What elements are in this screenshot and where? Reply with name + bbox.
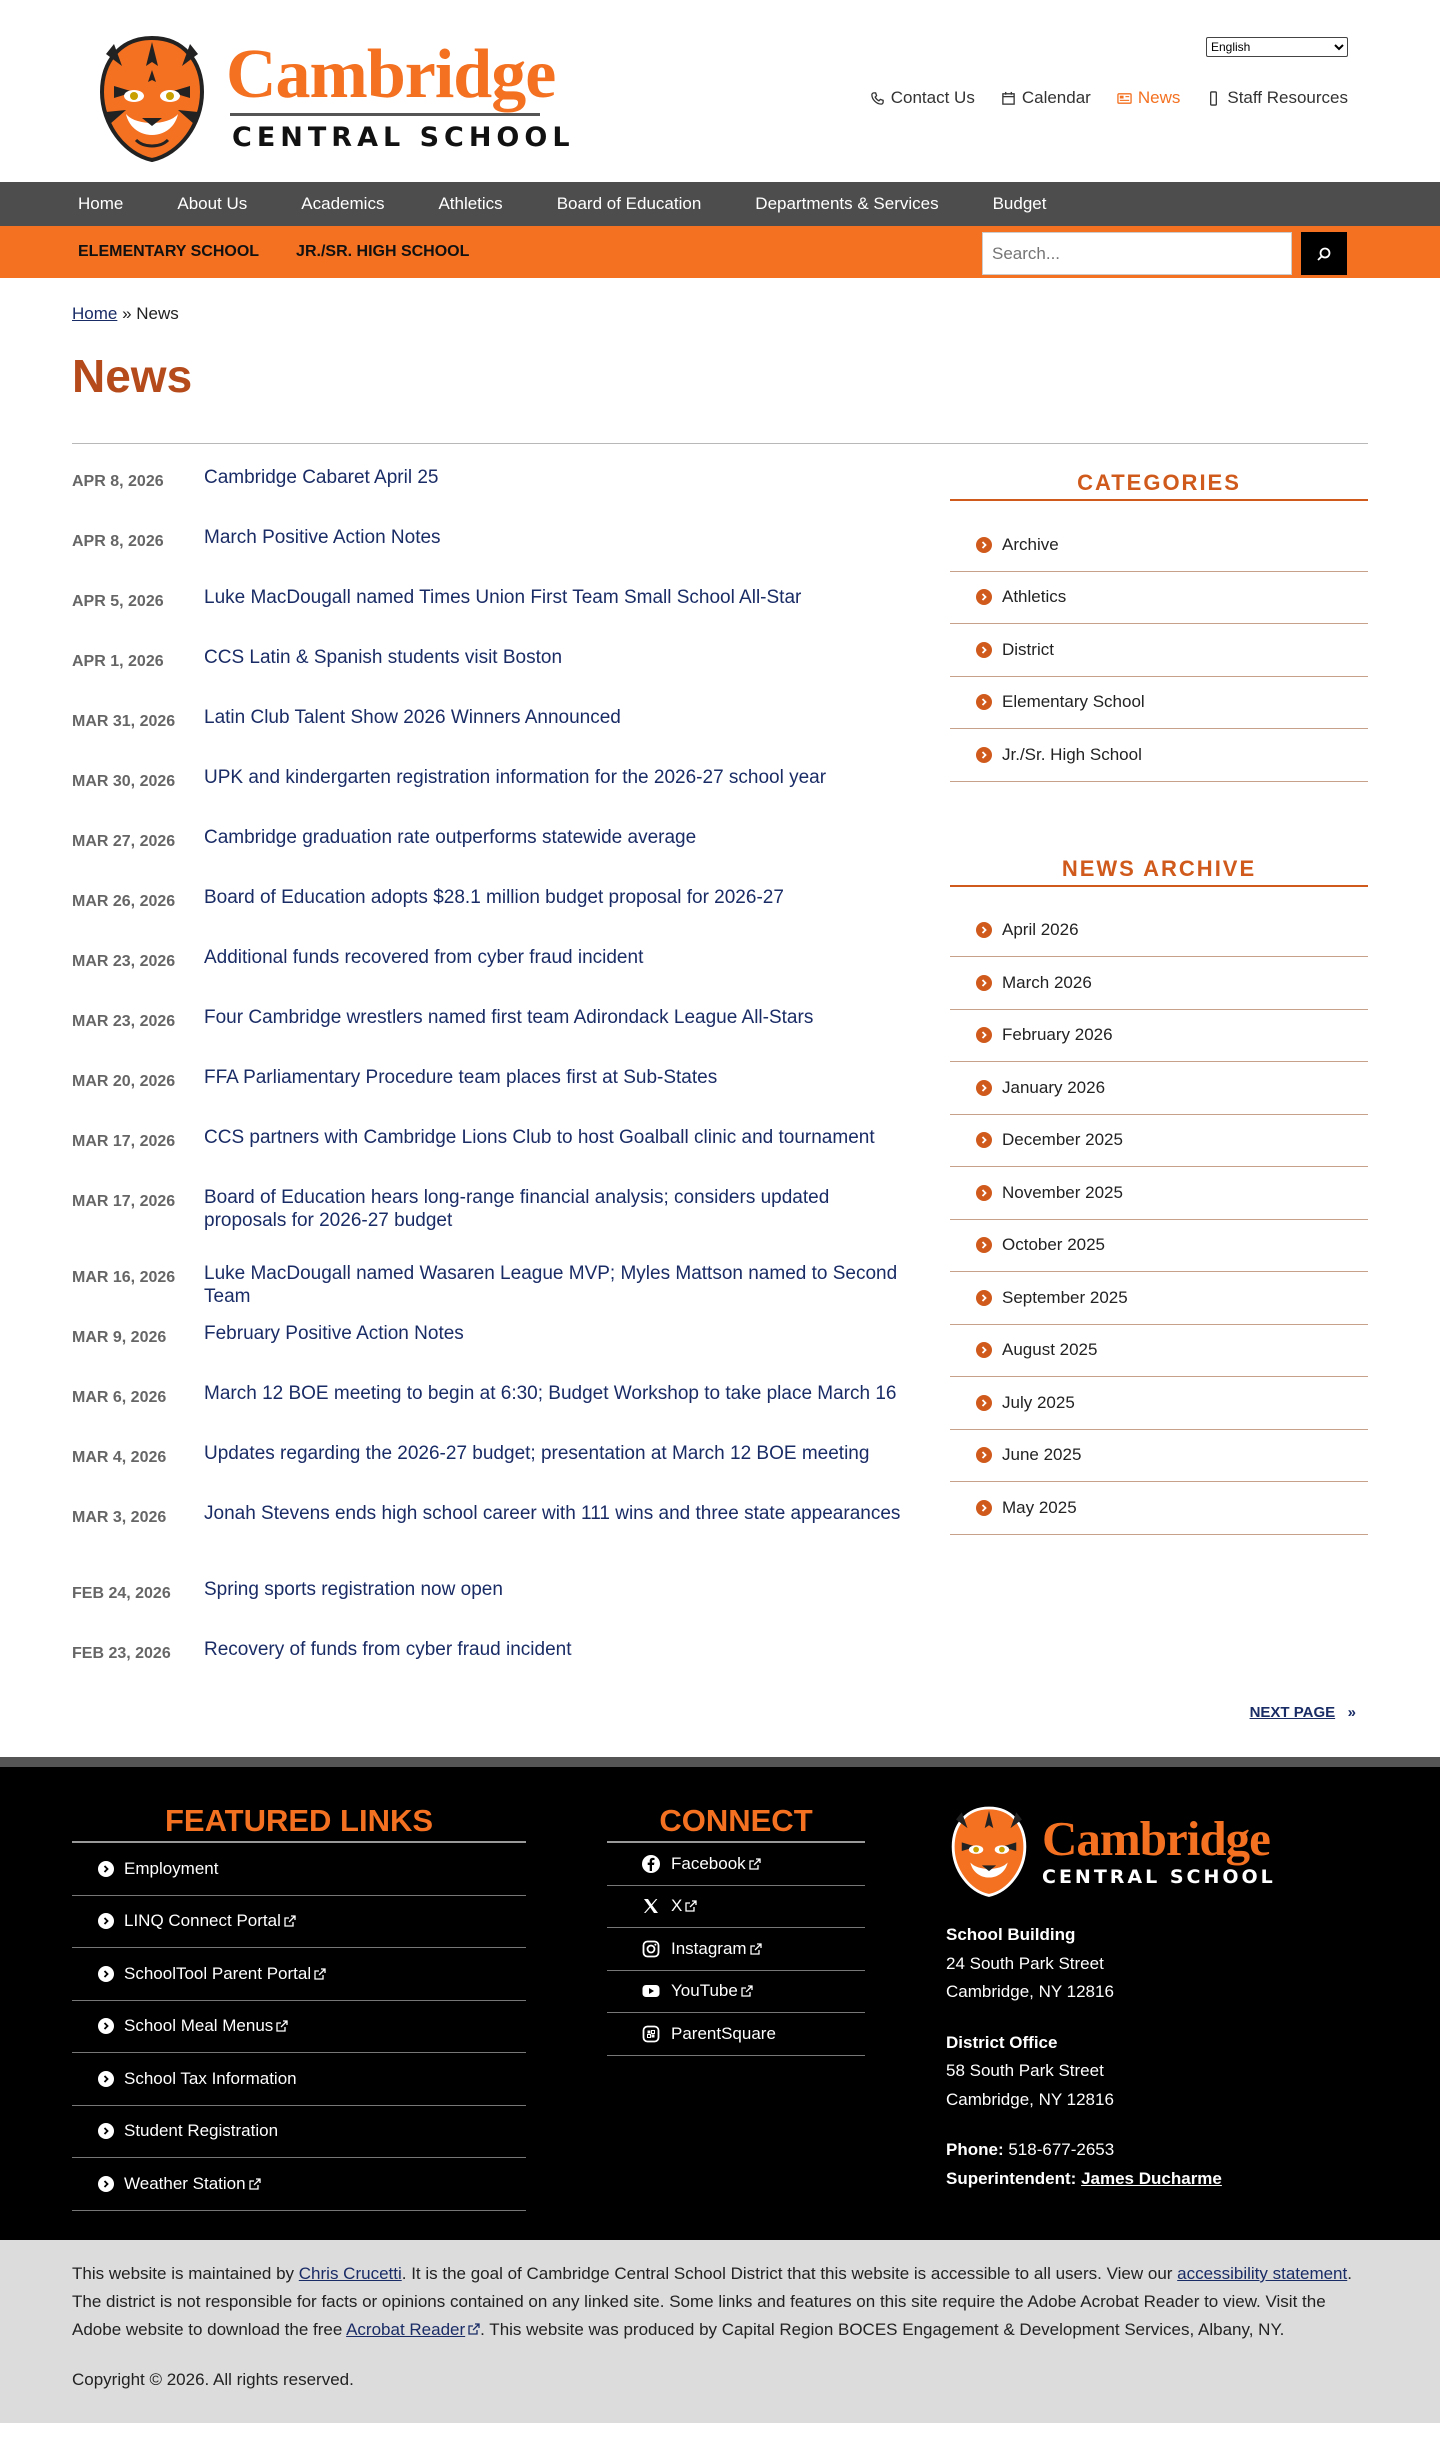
news-row (72, 1382, 912, 1442)
chevron-right-icon (976, 1342, 992, 1358)
archive-month-link[interactable] (950, 1272, 1368, 1325)
archive-month-link[interactable] (950, 905, 1368, 958)
nav-departments-services[interactable]: Departments & Services (755, 194, 939, 213)
news-title-link[interactable]: Latin Club Talent Show 2026 Winners Announced (204, 707, 621, 728)
featured-link[interactable] (72, 2053, 526, 2106)
staff-resources-link[interactable] (1206, 88, 1348, 108)
school-subnav (0, 226, 1440, 278)
chevron-right-icon (976, 1237, 992, 1253)
news-date: MAR 17, 2026 (72, 1193, 176, 1210)
chevron-right-icon (98, 1966, 114, 1982)
news-title-link[interactable]: CCS Latin & Spanish students visit Boston (204, 647, 563, 668)
staff-resources-label: Staff Resources (1227, 88, 1348, 107)
news-date: MAR 16, 2026 (72, 1269, 176, 1286)
main-content (0, 278, 1440, 1721)
news-list (72, 444, 912, 1698)
news-row (72, 886, 912, 946)
category-link-label: District (1002, 639, 1054, 659)
breadcrumb-separator: » (117, 304, 137, 323)
archive-month-link-label: February 2026 (1002, 1025, 1113, 1045)
chevron-right-icon (98, 2018, 114, 2034)
news-title-link[interactable]: Recovery of funds from cyber fraud incident (204, 1639, 572, 1660)
news-date: FEB 23, 2026 (72, 1645, 171, 1662)
chevron-right-icon (98, 2176, 114, 2192)
page-title: News (72, 350, 193, 402)
x-icon (641, 1896, 661, 1916)
chevron-right-icon (98, 2123, 114, 2139)
superintendent-link[interactable]: James Ducharme (1081, 2168, 1222, 2188)
featured-link-label: Student Registration (124, 2121, 279, 2141)
chevron-right-icon (98, 1861, 114, 1877)
featured-link[interactable] (72, 1843, 526, 1896)
archive-month-link[interactable] (950, 957, 1368, 1010)
nav-athletics[interactable]: Athletics (438, 194, 503, 213)
acrobat-reader-label: Acrobat Reader (346, 2320, 466, 2339)
news-date: FEB 24, 2026 (72, 1585, 171, 1602)
site-footer (0, 1767, 1440, 2240)
chevron-right-icon (976, 1395, 992, 1411)
district-office-label: District Office (946, 2032, 1058, 2052)
news-title-link[interactable]: Spring sports registration now open (204, 1579, 503, 1600)
news-date: MAR 3, 2026 (72, 1509, 167, 1526)
contact-phone-block (946, 2136, 1366, 2193)
news-date: MAR 4, 2026 (72, 1449, 167, 1466)
archive-month-link-label: March 2026 (1002, 972, 1092, 992)
youtube-icon (641, 1981, 661, 2001)
featured-link-label: Employment (124, 1858, 219, 1878)
featured-link[interactable] (72, 2106, 526, 2159)
archive-month-link-label: January 2026 (1002, 1077, 1106, 1097)
youtube-link[interactable] (607, 1971, 865, 2014)
category-link[interactable] (950, 729, 1368, 782)
featured-link-label: LINQ Connect Portal (124, 1911, 281, 1931)
news-date: MAR 6, 2026 (72, 1389, 167, 1406)
external-link-icon (468, 2323, 480, 2335)
search-icon (1316, 246, 1332, 262)
archive-month-link-label: September 2025 (1002, 1287, 1128, 1307)
categories-block (950, 470, 1368, 782)
news-row (72, 1066, 912, 1126)
external-link-icon (246, 2178, 261, 2190)
calendar-label: Calendar (1021, 88, 1091, 107)
sidebar (950, 470, 1368, 1535)
pagination (72, 1704, 1368, 1721)
next-page-label: NEXT PAGE (1249, 1704, 1336, 1721)
x-label: X (671, 1896, 683, 1916)
news-title-link[interactable]: Jonah Stevens ends high school career with 111 wins and three state appearances (204, 1503, 901, 1524)
next-page-arrow: » (1347, 1704, 1356, 1721)
chevron-right-icon (976, 747, 992, 763)
archive-list (950, 905, 1368, 1535)
category-link[interactable] (950, 519, 1368, 572)
breadcrumb-home-link[interactable]: Home (72, 304, 118, 323)
logo-wordmark: Cambridge (226, 36, 556, 113)
news-title-link[interactable]: Four Cambridge wrestlers named first team Adirondack League All-Stars (204, 1007, 814, 1028)
news-title-link[interactable]: Updates regarding the 2026-27 budget; presentation at March 12 BOE meeting (204, 1443, 870, 1464)
site-header (0, 0, 1440, 182)
chevron-right-icon (98, 2071, 114, 2087)
logo-subtitle: CENTRAL SCHOOL (232, 122, 575, 153)
news-title-link[interactable]: Luke MacDougall named Times Union First Team Small School All-Star (204, 587, 802, 608)
notice-text-1: This website is maintained by (72, 2264, 299, 2283)
newspaper-icon (1117, 91, 1132, 106)
category-link-label: Elementary School (1002, 692, 1145, 712)
news-title-link[interactable]: February Positive Action Notes (204, 1323, 464, 1344)
news-title-link[interactable]: Cambridge graduation rate outperforms statewide average (204, 827, 697, 848)
chevron-right-icon (976, 1132, 992, 1148)
news-title-link[interactable]: FFA Parliamentary Procedure team places first at Sub-States (204, 1067, 718, 1088)
news-date: APR 5, 2026 (72, 593, 164, 610)
phone-label: Phone: (946, 2140, 1004, 2159)
news-label: News (1137, 88, 1181, 107)
featured-link[interactable] (72, 2158, 526, 2211)
external-link-icon (749, 1858, 761, 1870)
chevron-right-icon (976, 975, 992, 991)
news-row (72, 526, 912, 586)
news-row (72, 1578, 912, 1638)
news-title-link[interactable]: UPK and kindergarten registration information for the 2026-27 school year (204, 767, 827, 788)
archive-month-link-label: November 2025 (1002, 1182, 1123, 1202)
chevron-right-icon (976, 642, 992, 658)
news-row (72, 706, 912, 766)
search-input[interactable] (982, 232, 1292, 275)
archive-month-link[interactable] (950, 1220, 1368, 1273)
news-date: MAR 20, 2026 (72, 1073, 176, 1090)
parentsquare-label: ParentSquare (671, 2023, 776, 2043)
nav-home[interactable]: Home (78, 194, 124, 213)
calendar-icon (1001, 91, 1016, 106)
category-link-label: Archive (1002, 534, 1059, 554)
footer-strip (0, 1757, 1440, 1767)
chevron-right-icon (98, 1913, 114, 1929)
nav-academics[interactable]: Academics (301, 194, 385, 213)
chevron-right-icon (976, 694, 992, 710)
featured-links (72, 1803, 526, 2211)
tiger-mascot-icon (946, 1803, 1032, 1899)
content-columns (72, 444, 1368, 1721)
footer-logo-wordmark: Cambridge (1042, 1811, 1270, 1866)
notice-text-4: . This website was produced by Capital Region BOCES Engagement & Development Services, Albany, NY. (480, 2320, 1285, 2339)
school-building-line1: 24 South Park Street (946, 1953, 1104, 1973)
news-date: MAR 31, 2026 (72, 713, 176, 730)
nav-budget[interactable]: Budget (992, 194, 1047, 213)
news-date: APR 8, 2026 (72, 533, 164, 550)
school-building-line2: Cambridge, NY 12816 (946, 1982, 1114, 2001)
news-title-link[interactable]: March Positive Action Notes (204, 527, 441, 548)
featured-link[interactable] (72, 1948, 526, 2001)
archive-month-link-label: May 2025 (1002, 1497, 1077, 1517)
news-date: MAR 17, 2026 (72, 1133, 176, 1150)
featured-links-list (72, 1843, 526, 2211)
featured-link-label: School Tax Information (124, 2068, 297, 2088)
external-link-icon (273, 2020, 288, 2032)
archive-month-link[interactable] (950, 1167, 1368, 1220)
archive-month-link-label: August 2025 (1002, 1340, 1098, 1360)
news-date: MAR 30, 2026 (72, 773, 176, 790)
featured-link-label: Weather Station (124, 2173, 246, 2193)
external-link-icon (741, 1985, 753, 1997)
news-row (72, 766, 912, 826)
news-row (72, 1126, 912, 1186)
news-row (72, 646, 912, 706)
parentsquare-icon (641, 2024, 661, 2044)
categories-list (950, 519, 1368, 782)
news-link[interactable] (1117, 88, 1181, 108)
featured-link-label: SchoolTool Parent Portal (124, 1963, 312, 1983)
acrobat-reader-link[interactable] (346, 2320, 480, 2339)
news-row (72, 1322, 912, 1382)
news-row (72, 826, 912, 886)
news-title-link[interactable]: CCS partners with Cambridge Lions Club to host Goalball clinic and tournament (204, 1127, 875, 1148)
featured-link[interactable] (72, 1896, 526, 1949)
category-link[interactable] (950, 677, 1368, 730)
news-date: MAR 26, 2026 (72, 893, 176, 910)
copyright: Copyright © 2026. All rights reserved. (72, 2370, 354, 2389)
instagram-label: Instagram (671, 1938, 747, 1958)
mobile-icon (1206, 91, 1221, 106)
footer-logo-subtitle: CENTRAL SCHOOL (1042, 1866, 1276, 1888)
site-logo[interactable] (92, 32, 575, 164)
instagram-link[interactable] (607, 1928, 865, 1971)
categories-heading: CATEGORIES (950, 470, 1368, 501)
external-link-icon (281, 1915, 296, 1927)
calendar-link[interactable] (1001, 88, 1091, 108)
news-row (72, 1638, 912, 1698)
external-link-icon (750, 1943, 762, 1955)
archive-month-link-label: April 2026 (1002, 920, 1079, 940)
news-date: MAR 27, 2026 (72, 833, 176, 850)
chevron-right-icon (976, 1080, 992, 1096)
tiger-mascot-icon (92, 32, 212, 164)
archive-month-link[interactable] (950, 1430, 1368, 1483)
logo-rule (230, 113, 540, 116)
featured-links-heading: FEATURED LINKS (72, 1803, 526, 1843)
facebook-label: Facebook (671, 1853, 746, 1873)
subnav-elementary-school[interactable]: ELEMENTARY SCHOOL (78, 243, 260, 260)
featured-link-label: School Meal Menus (124, 2016, 274, 2036)
legal-footer (0, 2240, 1440, 2423)
superintendent-label: Superintendent: (946, 2168, 1077, 2188)
breadcrumb (72, 278, 1368, 324)
x-link[interactable] (607, 1886, 865, 1929)
utility-nav (870, 88, 1348, 108)
news-row (72, 466, 912, 526)
category-link-label: Athletics (1002, 587, 1067, 607)
facebook-icon (641, 1854, 661, 1874)
news-row (72, 586, 912, 646)
news-title-link[interactable]: Board of Education adopts $28.1 million budget proposal for 2026-27 (204, 887, 784, 908)
news-row (72, 1442, 912, 1502)
news-title-link[interactable]: March 12 BOE meeting to begin at 6:30; Budget Workshop to take place March 16 (204, 1383, 897, 1404)
chevron-right-icon (976, 537, 992, 553)
archive-month-link-label: December 2025 (1002, 1130, 1123, 1150)
phone-number: 518-677-2653 (1008, 2140, 1115, 2159)
phone-icon (870, 91, 885, 106)
archive-month-link[interactable] (950, 1377, 1368, 1430)
news-title-link[interactable]: Luke MacDougall named Wasaren League MVP; Myles Mattson named to Second Team (204, 1263, 898, 1307)
chevron-right-icon (976, 589, 992, 605)
news-date: MAR 9, 2026 (72, 1329, 167, 1346)
news-date: MAR 23, 2026 (72, 953, 176, 970)
external-link-icon (685, 1900, 697, 1912)
maintainer-link[interactable]: Chris Crucetti (298, 2264, 402, 2283)
news-title-link[interactable]: Cambridge Cabaret April 25 (204, 467, 439, 488)
notice-text-3: . The district is not responsible for facts or opinions contained on any linked site. Some links and features on this site require the Adobe Acrobat Reader to view. Visit the Adobe website to download the free (72, 2264, 1352, 2339)
news-title-link[interactable]: Board of Education hears long-range financial analysis; considers updated proposals for 2026-27 budget (204, 1187, 830, 1231)
district-office-address (946, 2029, 1366, 2115)
subnav-jr-sr-high-school[interactable]: JR./SR. HIGH SCHOOL (296, 243, 470, 260)
archive-month-link-label: October 2025 (1002, 1235, 1106, 1255)
parentsquare-link[interactable] (607, 2013, 865, 2056)
news-row (72, 1502, 912, 1578)
contact-info (946, 1803, 1366, 2193)
language-select[interactable] (1206, 37, 1348, 57)
connect-heading: CONNECT (607, 1803, 865, 1843)
external-link-icon (311, 1968, 326, 1980)
news-title-link[interactable]: Additional funds recovered from cyber fraud incident (204, 947, 644, 968)
chevron-right-icon (976, 922, 992, 938)
nav-about-us[interactable]: About Us (177, 194, 248, 213)
school-building-address (946, 1921, 1366, 2007)
school-building-label: School Building (946, 1925, 1076, 1944)
nav-board-of-education[interactable]: Board of Education (556, 194, 702, 213)
chevron-right-icon (976, 1447, 992, 1463)
contact-us-link[interactable] (870, 88, 975, 108)
archive-month-link[interactable] (950, 1325, 1368, 1378)
news-row (72, 946, 912, 1006)
news-row (72, 1262, 912, 1322)
archive-month-link[interactable] (950, 1115, 1368, 1168)
footer-logo[interactable] (946, 1803, 1366, 1899)
youtube-label: YouTube (671, 1981, 738, 2001)
chevron-right-icon (976, 1290, 992, 1306)
archive-month-link[interactable] (950, 1010, 1368, 1063)
archive-heading: NEWS ARCHIVE (950, 856, 1368, 887)
archive-month-link-label: June 2025 (1002, 1445, 1082, 1465)
news-row (72, 1186, 912, 1262)
accessibility-notice (72, 2260, 1368, 2344)
chevron-right-icon (976, 1185, 992, 1201)
news-date: MAR 23, 2026 (72, 1013, 176, 1030)
chevron-right-icon (976, 1500, 992, 1516)
district-office-line1: 58 South Park Street (946, 2061, 1104, 2080)
archive-month-link-label: July 2025 (1002, 1392, 1075, 1412)
breadcrumb-current: News (136, 304, 179, 323)
next-page-link[interactable] (1250, 1704, 1356, 1721)
news-row (72, 1006, 912, 1066)
archive-month-link[interactable] (950, 1482, 1368, 1535)
category-link-label: Jr./Sr. High School (1002, 744, 1142, 764)
featured-link[interactable] (72, 2001, 526, 2054)
district-office-line2: Cambridge, NY 12816 (946, 2089, 1114, 2109)
search-button[interactable] (1301, 232, 1347, 275)
accessibility-statement-link[interactable]: accessibility statement (1177, 2264, 1348, 2283)
archive-month-link[interactable] (950, 1062, 1368, 1115)
facebook-link[interactable] (607, 1843, 865, 1886)
contact-us-label: Contact Us (890, 88, 975, 107)
category-link[interactable] (950, 572, 1368, 625)
news-date: APR 1, 2026 (72, 653, 164, 670)
category-link[interactable] (950, 624, 1368, 677)
chevron-right-icon (976, 1027, 992, 1043)
news-date: APR 8, 2026 (72, 473, 164, 490)
main-nav (0, 182, 1440, 226)
archive-block (950, 856, 1368, 1535)
connect-section (607, 1803, 865, 2056)
instagram-icon (641, 1939, 661, 1959)
notice-text-2: . It is the goal of Cambridge Central School District that this website is accessible to all users. View our (401, 2264, 1178, 2283)
